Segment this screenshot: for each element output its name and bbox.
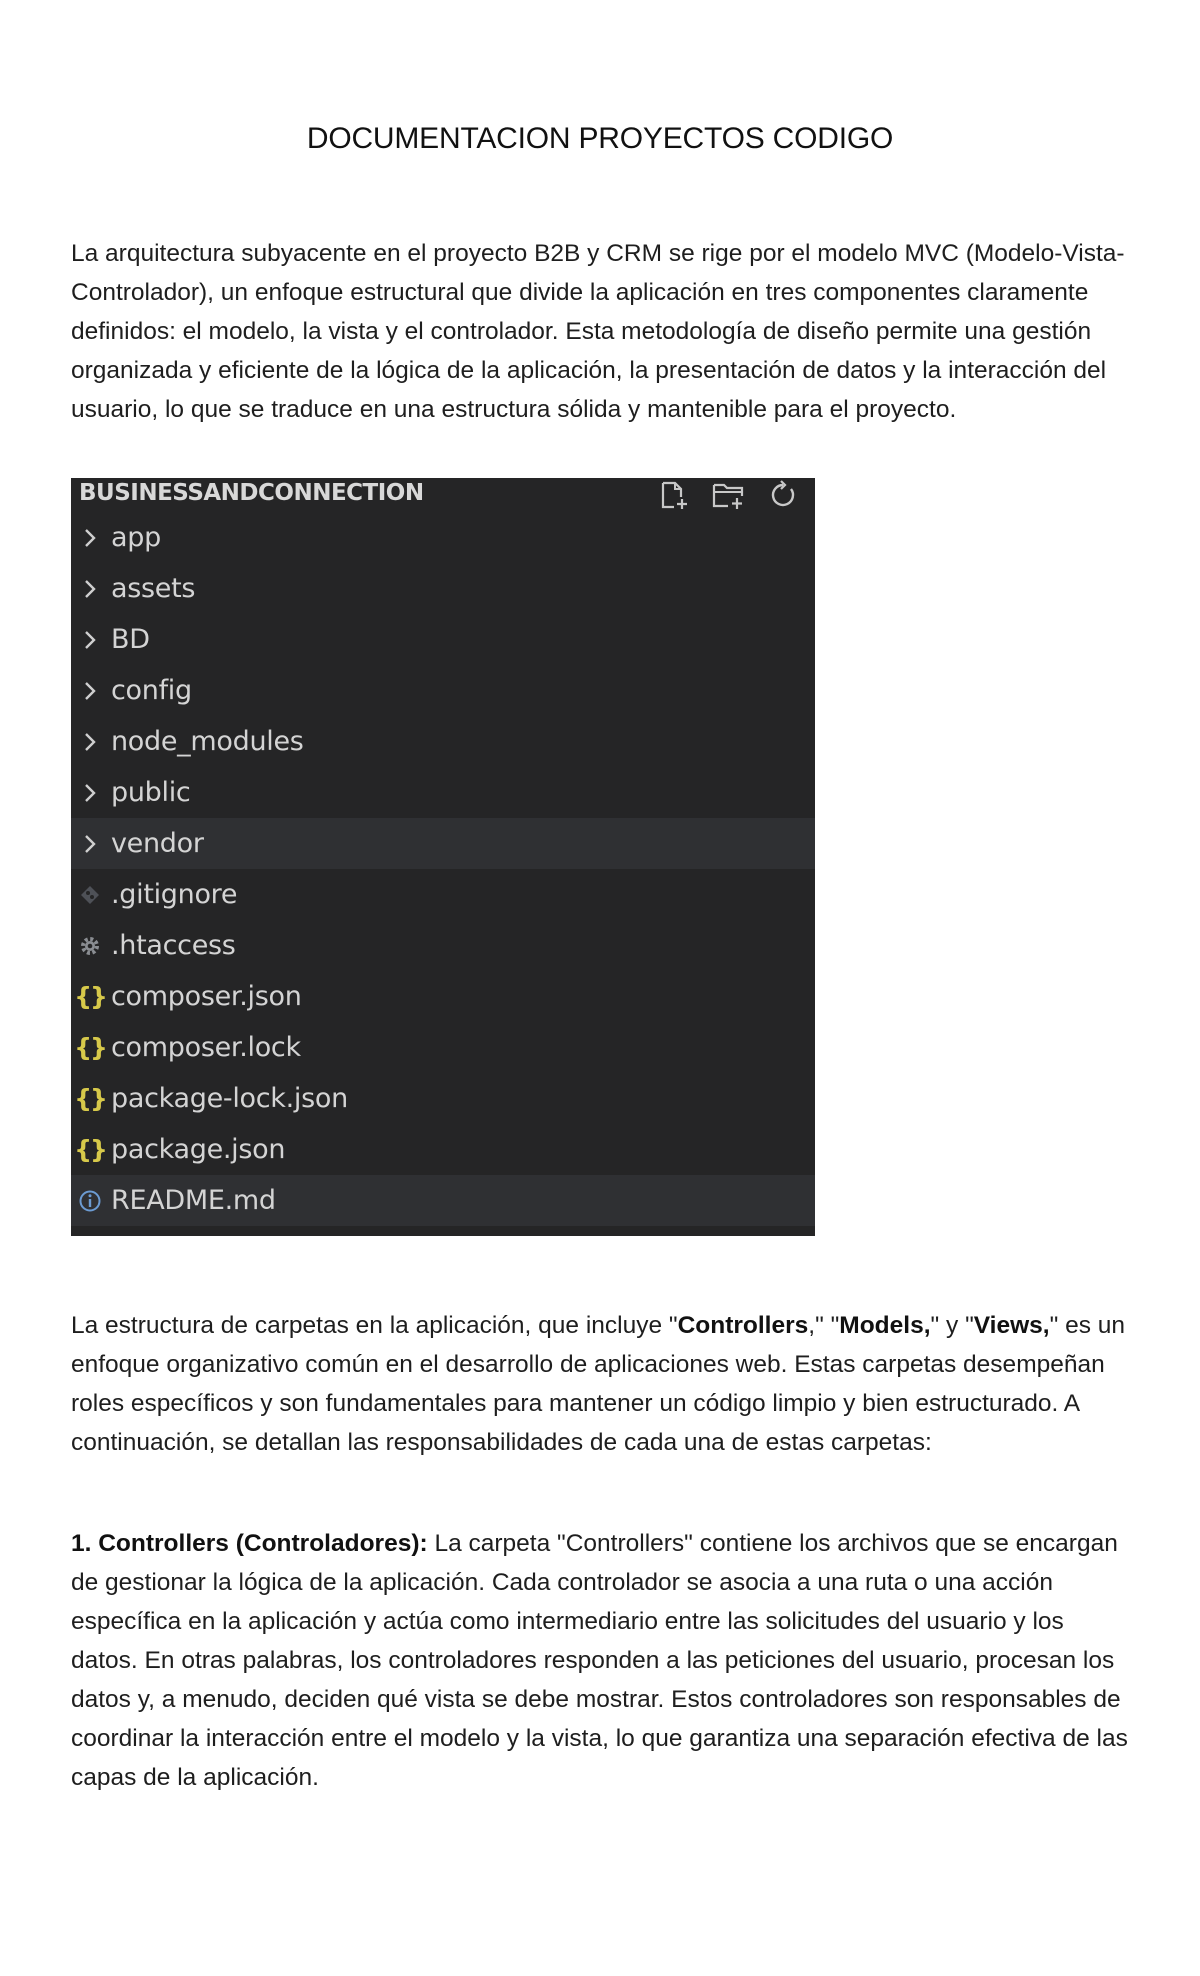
tree-item-app[interactable]: [71, 512, 815, 563]
tree-item-label: package-lock.json: [111, 1083, 348, 1114]
tree-item-node-modules[interactable]: [71, 716, 815, 767]
tree-item-config[interactable]: [71, 665, 815, 716]
tree-item-vendor[interactable]: [71, 818, 815, 869]
json-braces-icon: {}: [74, 1135, 106, 1164]
folders-paragraph: [71, 1306, 1131, 1462]
chevron-right-icon: [71, 614, 109, 665]
tree-item-label: composer.json: [111, 981, 302, 1012]
explorer-actions: [655, 478, 803, 512]
explorer-header: [71, 478, 815, 512]
page-title: DOCUMENTACION PROYECTOS CODIGO: [306, 122, 894, 155]
tree-item-composer-lock[interactable]: [71, 1022, 815, 1073]
models-term: Models,: [839, 1312, 931, 1339]
tree-item-label: config: [111, 675, 192, 706]
json-braces-icon: {}: [74, 1033, 106, 1062]
tree-item-label: .htaccess: [111, 930, 236, 961]
controllers-paragraph: [71, 1524, 1131, 1797]
refresh-icon[interactable]: [763, 478, 803, 512]
new-file-icon[interactable]: [655, 478, 695, 512]
explorer-title: BUSINESSANDCONNECTION: [79, 480, 424, 506]
tree-item-label: vendor: [111, 828, 204, 859]
tree-item-label: BD: [111, 624, 150, 655]
tree-item-assets[interactable]: [71, 563, 815, 614]
chevron-right-icon: [71, 563, 109, 614]
new-folder-icon[interactable]: [709, 478, 749, 512]
tree-item-package-json[interactable]: [71, 1124, 815, 1175]
tree-item-public[interactable]: [71, 767, 815, 818]
tree-item-package-lock-json[interactable]: [71, 1073, 815, 1124]
json-braces-icon: {}: [74, 982, 106, 1011]
tree-item-label: composer.lock: [111, 1032, 301, 1063]
chevron-right-icon: [71, 512, 109, 563]
tree-item-composer-json[interactable]: [71, 971, 815, 1022]
paragraph-text: La carpeta "Controllers" contiene los archivos que se encargan de gestionar la lógica de la aplicación. Cada controlador se asocia a una ruta o una acción específica en la aplicación y actúa como intermediario entre las solicitudes del usuario y los datos. En otras palabras, los controladores responden a las peticiones del usuario, procesan los datos y, a menudo, deciden qué vista se debe mostrar. Estos controladores son responsables de coordinar la interacción entre el modelo y la vista, lo que garantiza una separación efectiva de las capas de la aplicación.: [71, 1530, 1128, 1791]
chevron-right-icon: [71, 716, 109, 767]
chevron-right-icon: [71, 665, 109, 716]
file-explorer-screenshot: [71, 478, 815, 1236]
tree-item-label: assets: [111, 573, 196, 604]
tree-item-readme[interactable]: [71, 1175, 815, 1226]
intro-paragraph: La arquitectura subyacente en el proyecto B2B y CRM se rige por el modelo MVC (Modelo-Vista-Controlador), un enfoque estructural que divide la aplicación en tres componentes claramente definidos: el modelo, la vista y el controlador. Esta metodología de diseño permite una gestión organizada y eficiente de la lógica de la aplicación, la presentación de datos y la interacción del usuario, lo que se traduce en una estructura sólida y mantenible para el proyecto.: [71, 240, 1125, 423]
tree-item-label: .gitignore: [111, 879, 238, 910]
section-heading: 1. Controllers (Controladores):: [71, 1530, 428, 1557]
info-icon: [71, 1175, 109, 1226]
git-icon: [71, 869, 109, 920]
tree-item-htaccess[interactable]: [71, 920, 815, 971]
paragraph-text: ," ": [808, 1312, 840, 1339]
tree-item-bd[interactable]: [71, 614, 815, 665]
paragraph-text: La estructura de carpetas en la aplicación, que incluye ": [71, 1312, 678, 1339]
json-braces-icon: {}: [74, 1084, 106, 1113]
tree-item-label: node_modules: [111, 726, 304, 757]
tree-item-gitignore[interactable]: [71, 869, 815, 920]
paragraph-text: " y ": [930, 1312, 974, 1339]
gear-icon: [71, 920, 109, 971]
controllers-term: Controllers: [677, 1312, 809, 1339]
tree-item-label: package.json: [111, 1134, 286, 1165]
tree-item-label: README.md: [111, 1185, 276, 1216]
chevron-right-icon: [71, 767, 109, 818]
chevron-right-icon: [71, 818, 109, 869]
views-term: Views,: [973, 1312, 1050, 1339]
tree-item-label: app: [111, 522, 161, 553]
explorer-tree: [71, 512, 815, 1226]
paragraph-text: " es un enfoque organizativo común en el desarrollo de aplicaciones web. Estas carpetas desempeñan roles específicos y son fundamentales para mantener un código limpio y bien estructurado. A continuación, se detallan las responsabilidades de cada una de estas carpetas:: [71, 1312, 1126, 1456]
tree-item-label: public: [111, 777, 191, 808]
